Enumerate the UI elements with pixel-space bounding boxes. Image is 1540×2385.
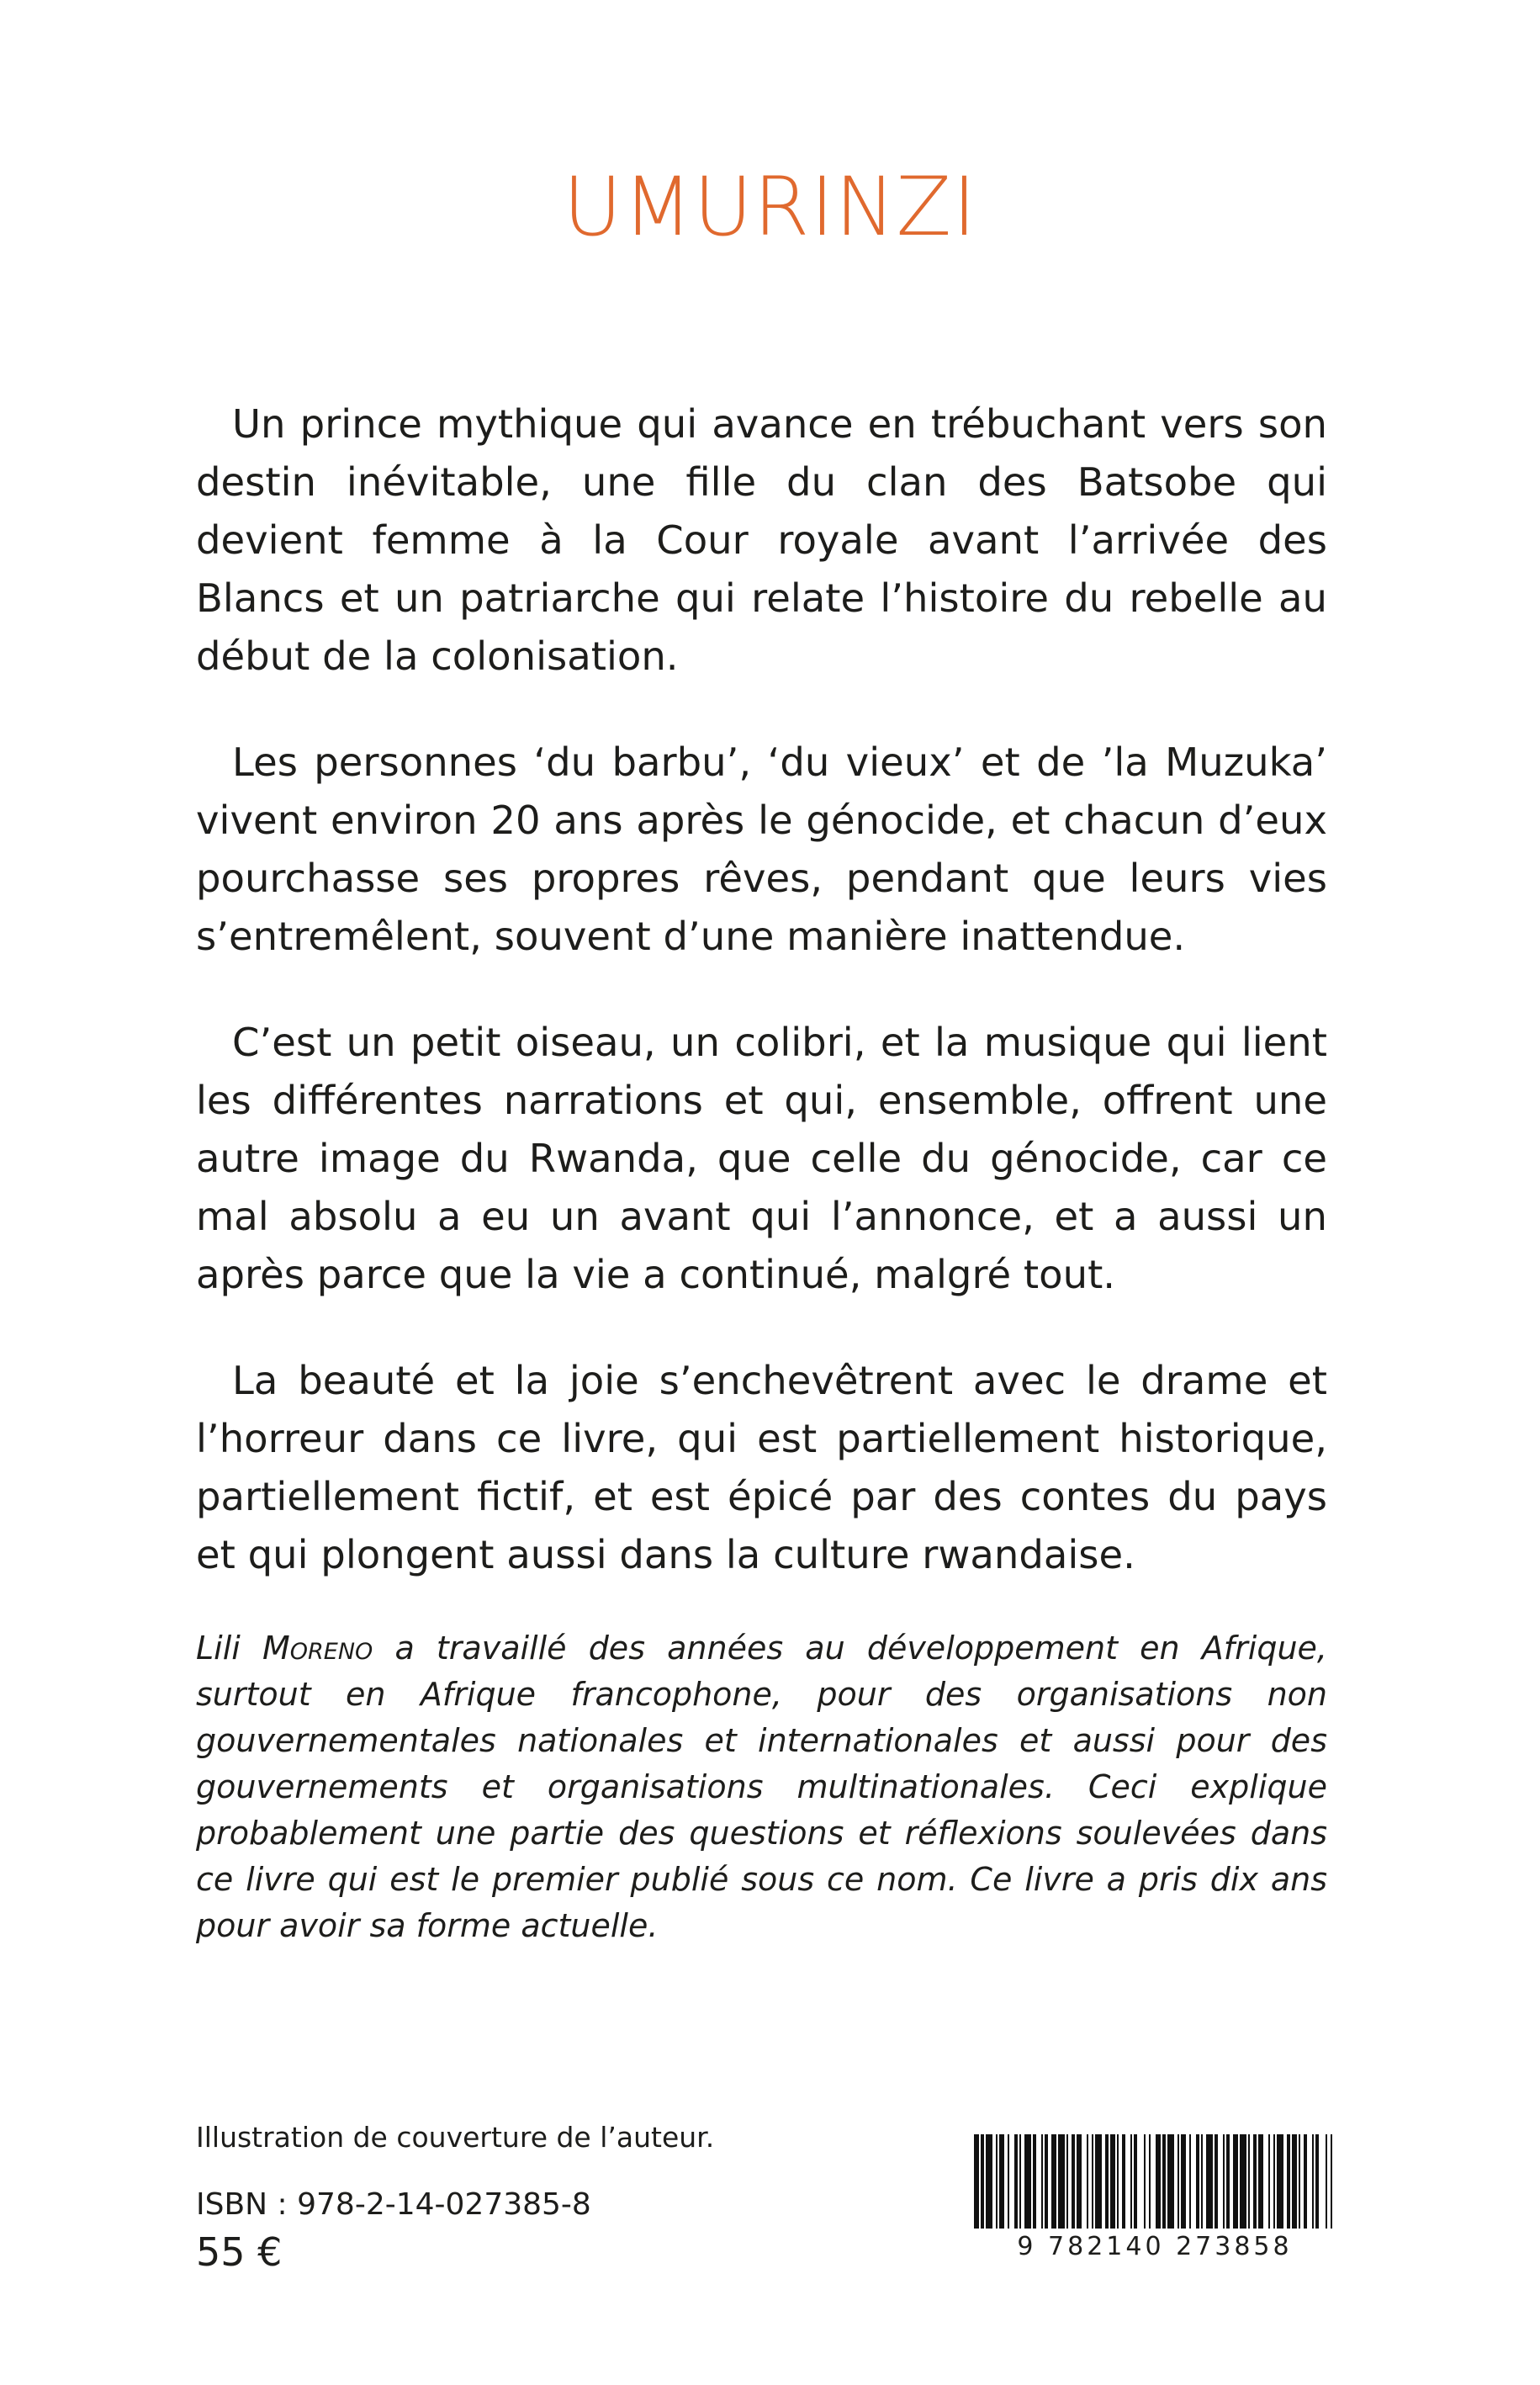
illustration-credit: Illustration de couverture de l’auteur. — [196, 2121, 715, 2154]
author-last-name: Moreno — [262, 1630, 373, 1667]
author-first-name: Lili — [196, 1630, 262, 1667]
blurb — [196, 395, 1327, 1632]
blurb-paragraph: Les personnes ‘du barbu’, ‘du vieux’ et de ’la Muzuka’ vivent environ 20 ans après le génocide, et chacun d’eux pourchasse ses propres rêves, pendant que leurs vies s’entremêlent, souvent d’une manière inattendue. — [196, 739, 1327, 959]
blurb-paragraph: C’est un petit oiseau, un colibri, et la musique qui lient les différentes narrations et qui, ensemble, offrent une autre image du Rwanda, que celle du génocide, car ce mal absolu a eu un avant qui l’annonce, et a aussi un après parce que la vie a continué, malgré tout. — [196, 1020, 1327, 1297]
barcode-digits: 9 782140 273858 — [974, 2229, 1336, 2265]
price: 55 € — [196, 2229, 283, 2275]
blurb-paragraph: Un prince mythique qui avance en trébuchant vers son destin inévitable, une fille du clan des Batsobe qui devient femme à la Cour royale avant l’arrivée des Blancs et un patriarche qui relate l’histoire du rebelle au début de la colonisation. — [196, 401, 1327, 679]
blurb-paragraph: La beauté et la joie s’enchevêtrent avec le drame et l’horreur dans ce livre, qui est partiellement historique, partiellement fictif, et est épicé par des contes du pays et qui plongent aussi dans la culture rwandaise. — [196, 1358, 1327, 1577]
author-bio — [196, 1625, 1327, 1949]
barcode-bars-icon — [974, 2134, 1336, 2239]
book-title: UMURINZI — [563, 160, 977, 254]
barcode — [974, 2134, 1336, 2277]
author-bio-text: a travaillé des années au développement en Afrique, surtout en Afrique francophone, pour des organisations non gouvernementales nationales et internationales et aussi pour des gouvernements et organisations multinationales. Ceci explique probablement une partie des questions et réflexions soulevées dans ce livre qui est le premier publié sous ce nom. Ce livre a pris dix ans pour avoir sa forme actuelle. — [196, 1630, 1327, 1944]
isbn: ISBN : 978-2-14-027385-8 — [196, 2187, 591, 2222]
